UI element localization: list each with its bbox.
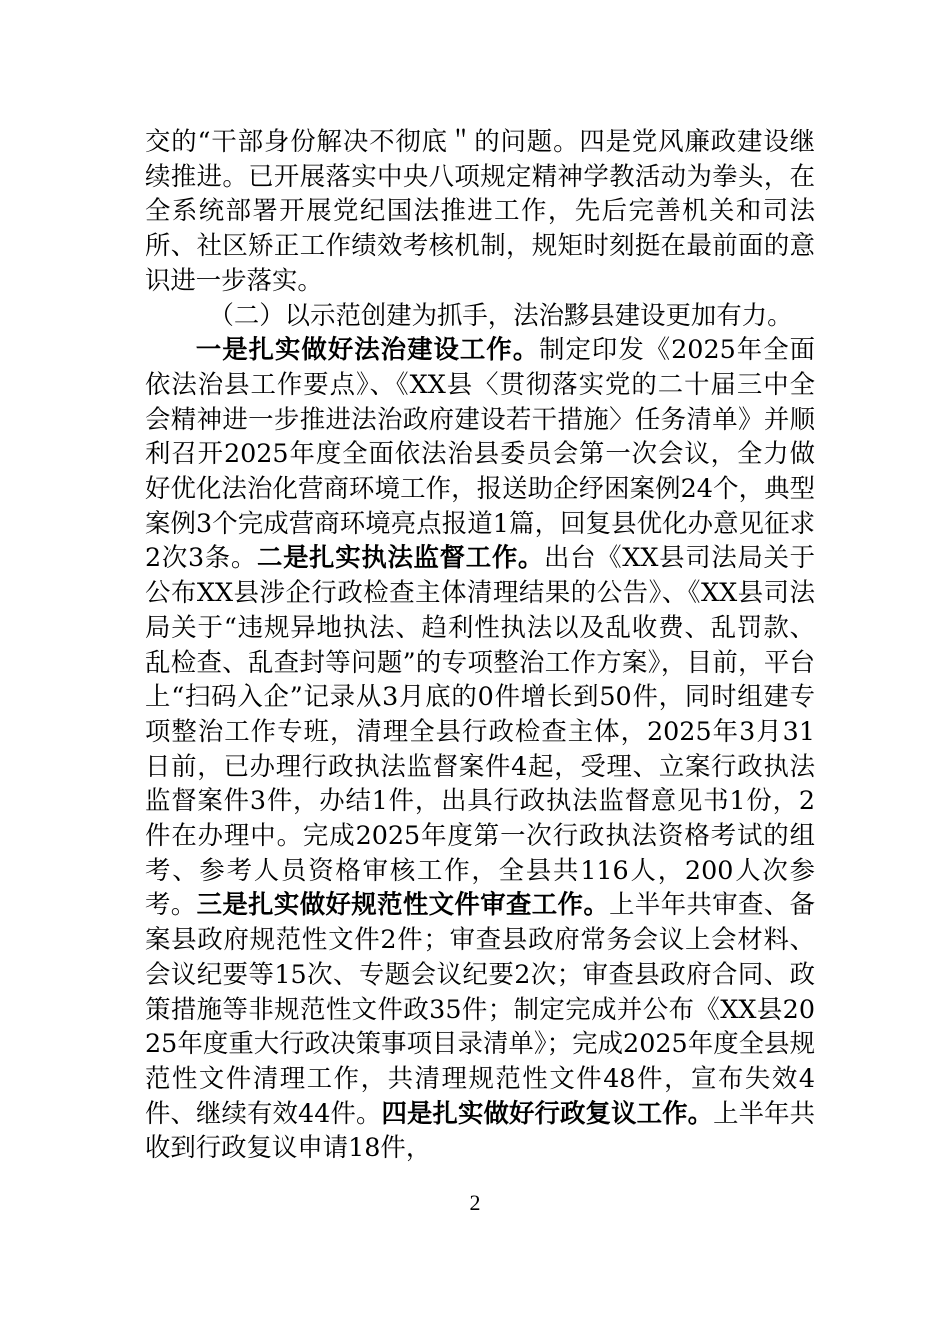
point1-text: 制定印发《2025年全面依法治县工作要点》、《XX县〈贯彻落实党的二十届三中全会精神进一步推进法治政府建设若干措施〉任务清单》并顺利召开2025年度全面依法治县委员会第一次会议，全力做好优化法治化营商环境工作，报送助企纾困案例24个，典型案例3个完成营商环境亮点报道1篇，回复县优化办意见征求2次3条。 — [145, 334, 815, 573]
continued-paragraph-text: 交的“干部身份解决不彻底＂的问题。四是党风廉政建设继续推进。已开展落实中央八项规定精神学教活动为拳头，在全系统部署开展党纪国法推进工作，先后完善机关和司法所、社区矫正工作绩效考核机制，规矩时刻挺在最前面的意识进一步落实。 — [145, 126, 815, 295]
point2-title: 二是扎实执法监督工作。 — [257, 542, 545, 573]
section-heading — [145, 298, 815, 333]
point4-text: 上半年共收到行政复议申请18件， — [145, 1097, 816, 1163]
point4-title: 四是扎实做好行政复议工作。 — [381, 1097, 714, 1128]
page-number: 2 — [469, 1190, 481, 1215]
section-heading-text: （二）以示范创建为抓手，法治黟县建设更加有力。 — [208, 299, 793, 330]
point2-text: 出台《XX县司法局关于公布XX县涉企行政检查主体清理结果的公告》、《XX县司法局关于“违规异地执法、趋利性执法以及乱收费、乱罚款、乱检查、乱查封等问题”的专项整治工作方案》，目前，平台上“扫码入企”记录从3月底的0件增长到50件，同时组建专项整治工作专班，清理全县行政检查主体，2025年3月31日前，已办理行政执法监督案件4起，受理、立案行政执法监督案件3件，办结1件，出具行政执法监督意见书1份，2件在办理中。完成2025年度第一次行政执法资格考试的组考、参考人员资格审核工作，全县共116人，200人次参考。 — [145, 542, 816, 920]
legal-construction-paragraph — [145, 332, 815, 1165]
continued-paragraph — [145, 124, 815, 298]
point3-title: 三是扎实做好规范性文件审查工作。 — [196, 889, 610, 920]
point1-title: 一是扎实做好法治建设工作。 — [195, 334, 540, 365]
document-body — [145, 124, 815, 1165]
point3-text: 上半年共审查、备案县政府规范性文件2件；审查县政府常务会议上会材料、会议纪要等15次、专题会议纪要2次；审查县政府合同、政策措施等非规范性文件政35件；制定完成并公布《XX县2025年度重大行政决策事项目录清单》；完成2025年度全县规范性文件清理工作，共清理规范性文件48件，宣布失效4件、继续有效44件。 — [145, 889, 816, 1128]
